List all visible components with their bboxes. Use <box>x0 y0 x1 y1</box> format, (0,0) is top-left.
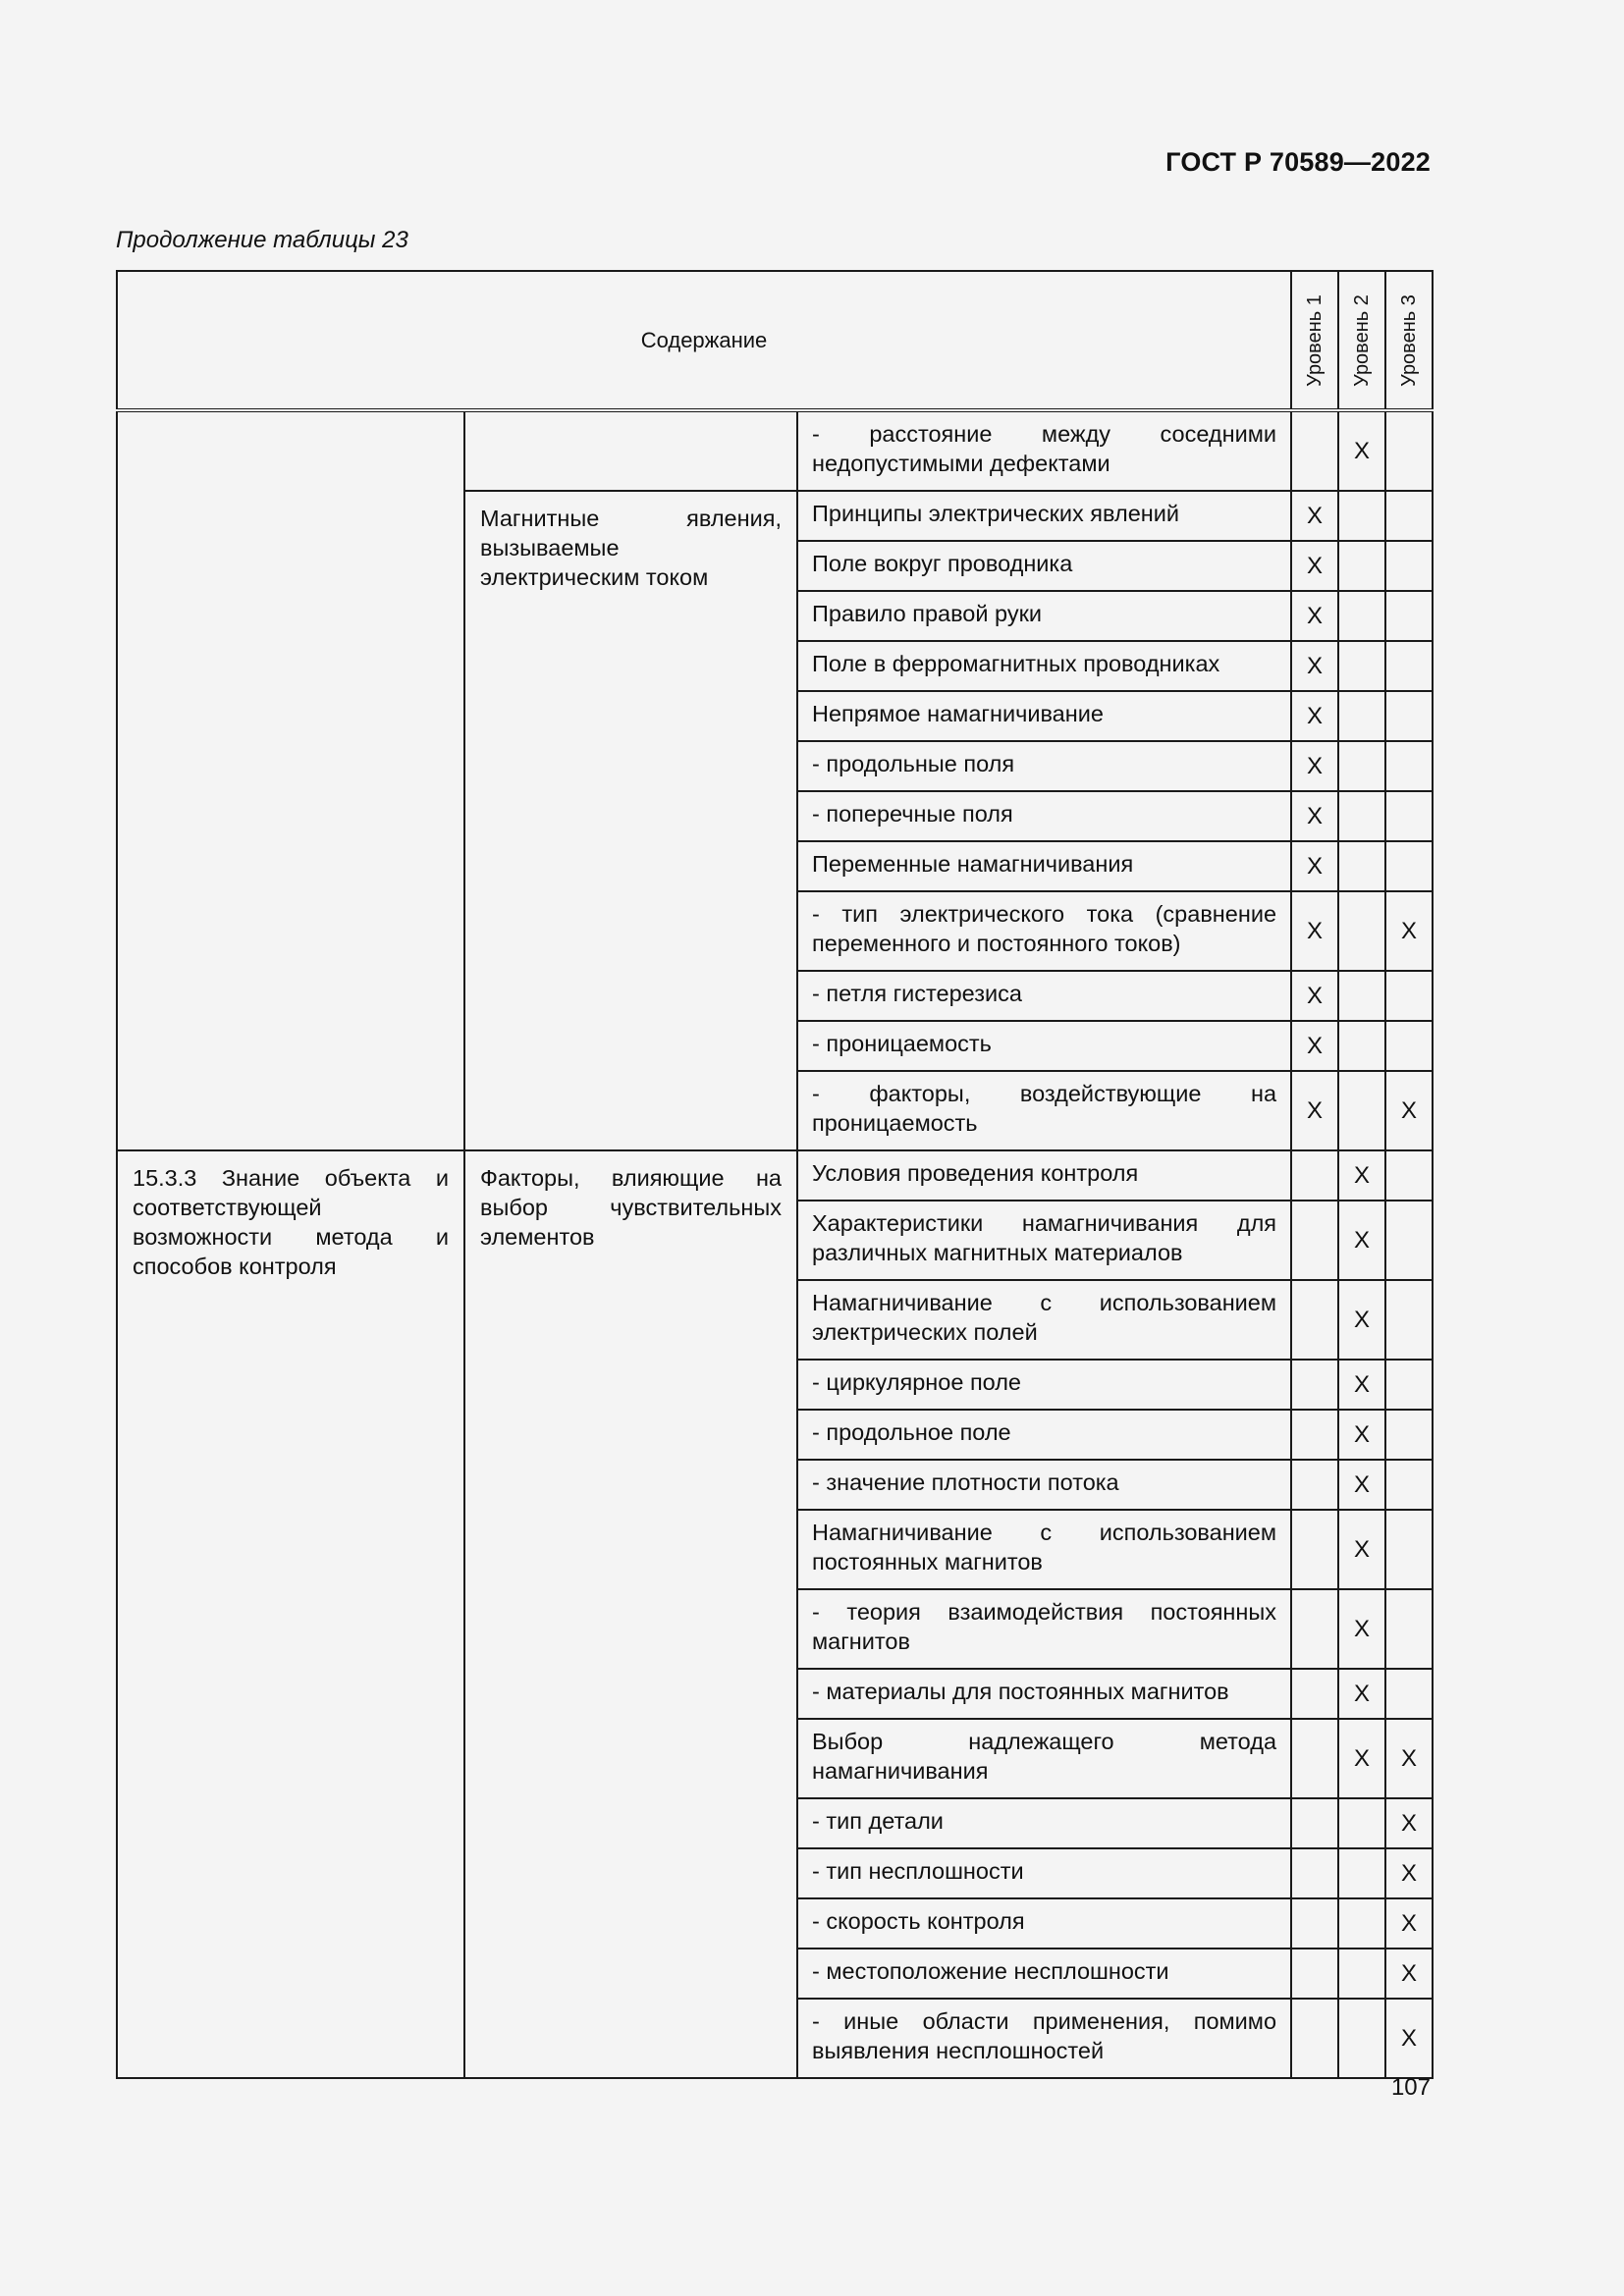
level-1-mark: X <box>1291 841 1338 891</box>
level-1-mark <box>1291 1510 1338 1589</box>
item-text: Переменные намагничивания <box>797 841 1291 891</box>
level-3-mark: X <box>1385 1719 1433 1798</box>
level-1-mark <box>1291 1460 1338 1510</box>
level-2-mark <box>1338 491 1385 541</box>
level-3-mark: X <box>1385 1898 1433 1949</box>
level-1-mark: X <box>1291 691 1338 741</box>
header-level-2: Уровень 2 <box>1338 271 1385 410</box>
item-text: Принципы электрических явлений <box>797 491 1291 541</box>
level-3-mark <box>1385 1201 1433 1280</box>
level-3-mark <box>1385 1669 1433 1719</box>
item-text: - материалы для постоянных магнитов <box>797 1669 1291 1719</box>
table-row <box>117 1150 1433 1201</box>
level-1-mark <box>1291 1898 1338 1949</box>
level-1-mark: X <box>1291 741 1338 791</box>
level-2-mark: X <box>1338 1589 1385 1669</box>
item-text: - поперечные поля <box>797 791 1291 841</box>
item-text: - тип несплошности <box>797 1848 1291 1898</box>
level-1-mark: X <box>1291 641 1338 691</box>
item-text: - циркулярное поле <box>797 1360 1291 1410</box>
level-2-mark: X <box>1338 1410 1385 1460</box>
level-2-mark <box>1338 641 1385 691</box>
level-3-mark: X <box>1385 891 1433 971</box>
header-level-1: Уровень 1 <box>1291 271 1338 410</box>
item-text: - тип электрического тока (сравнение переменного и постоянного токов) <box>797 891 1291 971</box>
level-2-mark: X <box>1338 1280 1385 1360</box>
level-3-mark <box>1385 691 1433 741</box>
level-1-mark <box>1291 1848 1338 1898</box>
level-1-mark <box>1291 1669 1338 1719</box>
level-2-mark: X <box>1338 1460 1385 1510</box>
level-3-mark <box>1385 1021 1433 1071</box>
item-text: - факторы, воздействующие на проницаемость <box>797 1071 1291 1150</box>
topic-15-3-3: 15.3.3 Знание объекта и соответствующей возможности метода и способов контроля <box>117 1150 464 2078</box>
subtopic-magnetic-phenomena: Магнитные явления, вызываемые электрическим током <box>464 491 797 1150</box>
level-1-mark: X <box>1291 1021 1338 1071</box>
level-2-mark <box>1338 1071 1385 1150</box>
level-3-mark <box>1385 591 1433 641</box>
level-1-mark <box>1291 1949 1338 1999</box>
level-2-mark: X <box>1338 1719 1385 1798</box>
item-text: - продольные поля <box>797 741 1291 791</box>
item-text: - продольное поле <box>797 1410 1291 1460</box>
item-text: - тип детали <box>797 1798 1291 1848</box>
page-number: 107 <box>1390 2074 1431 2101</box>
level-1-mark <box>1291 1999 1338 2078</box>
item-text: Выбор надлежащего метода намагничивания <box>797 1719 1291 1798</box>
item-text: - проницаемость <box>797 1021 1291 1071</box>
level-3-mark <box>1385 1280 1433 1360</box>
item-text: - местоположение несплошности <box>797 1949 1291 1999</box>
level-2-mark <box>1338 541 1385 591</box>
level-1-mark: X <box>1291 1071 1338 1150</box>
item-text: Характеристики намагничивания для различных магнитных материалов <box>797 1201 1291 1280</box>
level-3-mark <box>1385 841 1433 891</box>
item-text: - значение плотности потока <box>797 1460 1291 1510</box>
level-2-mark <box>1338 1848 1385 1898</box>
item-text: - расстояние между соседними недопустимыми дефектами <box>797 410 1291 491</box>
item-text: Поле вокруг проводника <box>797 541 1291 591</box>
level-1-mark: X <box>1291 541 1338 591</box>
level-3-mark: X <box>1385 1798 1433 1848</box>
level-1-mark <box>1291 1280 1338 1360</box>
level-1-mark <box>1291 1589 1338 1669</box>
level-2-mark <box>1338 791 1385 841</box>
level-1-mark <box>1291 1201 1338 1280</box>
level-3-mark: X <box>1385 1999 1433 2078</box>
level-2-mark: X <box>1338 1201 1385 1280</box>
subtopic-factors: Факторы, влияющие на выбор чувствительных элементов <box>464 1150 797 2078</box>
topic-cell-empty <box>117 410 464 1150</box>
level-2-mark <box>1338 691 1385 741</box>
level-2-mark: X <box>1338 1360 1385 1410</box>
level-2-mark: X <box>1338 1150 1385 1201</box>
item-text: Намагничивание с использованием электрических полей <box>797 1280 1291 1360</box>
level-1-mark: X <box>1291 971 1338 1021</box>
level-1-mark: X <box>1291 891 1338 971</box>
competence-table <box>116 270 1434 2079</box>
level-3-mark <box>1385 410 1433 491</box>
item-text: Условия проведения контроля <box>797 1150 1291 1201</box>
level-3-mark <box>1385 541 1433 591</box>
level-3-mark <box>1385 1589 1433 1669</box>
level-3-mark <box>1385 641 1433 691</box>
level-3-mark: X <box>1385 1848 1433 1898</box>
level-1-mark: X <box>1291 591 1338 641</box>
level-1-mark: X <box>1291 791 1338 841</box>
header-level-3: Уровень 3 <box>1385 271 1433 410</box>
level-3-mark <box>1385 491 1433 541</box>
level-1-mark <box>1291 410 1338 491</box>
item-text: - теория взаимодействия постоянных магнитов <box>797 1589 1291 1669</box>
table-row <box>117 410 1433 491</box>
level-2-mark <box>1338 1999 1385 2078</box>
level-3-mark <box>1385 791 1433 841</box>
level-2-mark <box>1338 841 1385 891</box>
item-text: Поле в ферромагнитных проводниках <box>797 641 1291 691</box>
level-2-mark <box>1338 741 1385 791</box>
item-text: Намагничивание с использованием постоянных магнитов <box>797 1510 1291 1589</box>
level-3-mark <box>1385 1150 1433 1201</box>
item-text: Правило правой руки <box>797 591 1291 641</box>
level-3-mark <box>1385 1410 1433 1460</box>
level-2-mark: X <box>1338 1669 1385 1719</box>
item-text: - петля гистерезиса <box>797 971 1291 1021</box>
level-3-mark: X <box>1385 1071 1433 1150</box>
level-2-mark <box>1338 891 1385 971</box>
level-3-mark <box>1385 1360 1433 1410</box>
level-1-mark <box>1291 1719 1338 1798</box>
level-3-mark <box>1385 971 1433 1021</box>
subtopic-cell-empty <box>464 410 797 491</box>
level-2-mark <box>1338 1949 1385 1999</box>
table-caption: Продолжение таблицы 23 <box>116 227 408 253</box>
item-text: - скорость контроля <box>797 1898 1291 1949</box>
level-2-mark: X <box>1338 1510 1385 1589</box>
level-2-mark <box>1338 591 1385 641</box>
header-content: Содержание <box>117 271 1291 410</box>
level-2-mark <box>1338 1898 1385 1949</box>
level-1-mark <box>1291 1150 1338 1201</box>
level-1-mark <box>1291 1798 1338 1848</box>
level-3-mark <box>1385 1460 1433 1510</box>
item-text: Непрямое намагничивание <box>797 691 1291 741</box>
level-3-mark <box>1385 741 1433 791</box>
level-2-mark <box>1338 1798 1385 1848</box>
level-3-mark: X <box>1385 1949 1433 1999</box>
item-text: - иные области применения, помимо выявления несплошностей <box>797 1999 1291 2078</box>
level-1-mark: X <box>1291 491 1338 541</box>
level-2-mark <box>1338 971 1385 1021</box>
level-1-mark <box>1291 1360 1338 1410</box>
standard-code: ГОСТ Р 70589—2022 <box>1165 147 1431 177</box>
level-3-mark <box>1385 1510 1433 1589</box>
level-2-mark: X <box>1338 410 1385 491</box>
level-1-mark <box>1291 1410 1338 1460</box>
level-2-mark <box>1338 1021 1385 1071</box>
